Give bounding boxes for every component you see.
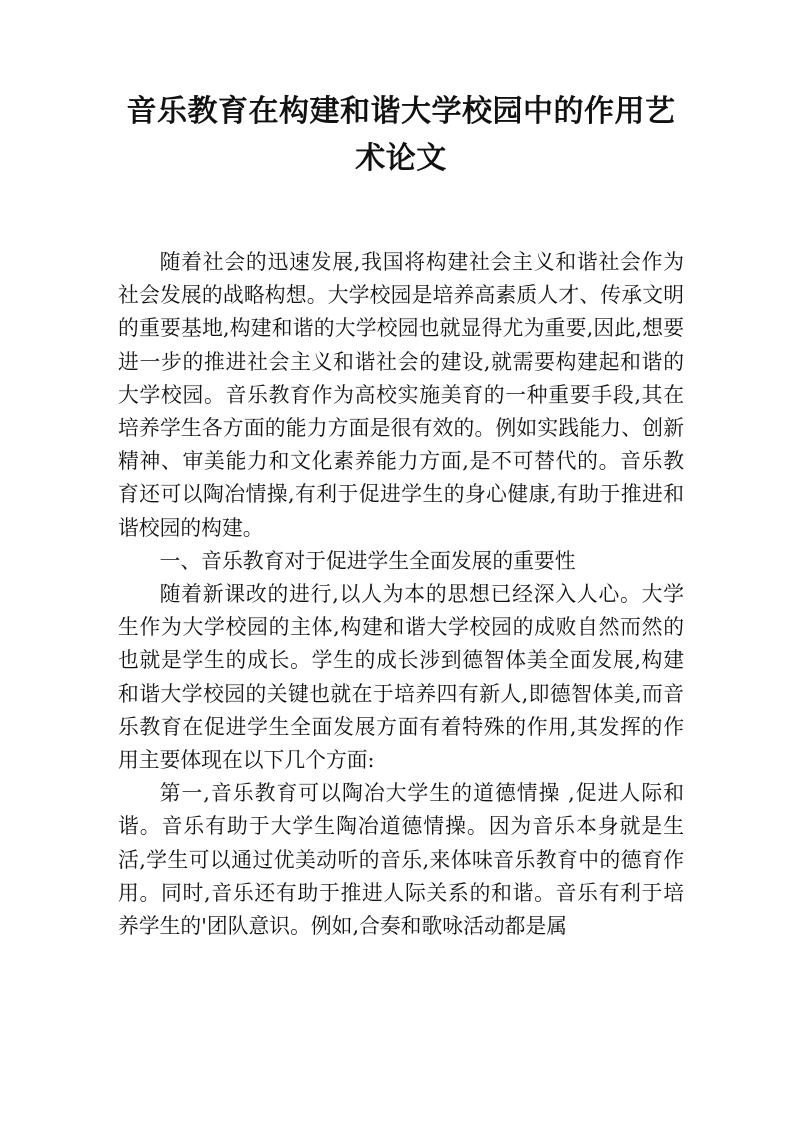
- section-heading: 一、音乐教育对于促进学生全面发展的重要性: [159, 548, 576, 573]
- paragraph-section-intro: 随着新课改的进行,以人为本的思想已经深入人心。大学生作为大学校园的主体,构建和谐大学校园的成败自然而然的也就是学生的成长。学生的成长涉到德智体美全面发展,构建和谐大学校园的关键也就在于培养四有新人,即德智体美,而音乐教育在促进学生全面发展方面有着特殊的作用,其发挥的作用主要体现在以下几个方面:: [118, 582, 684, 773]
- paragraph-point-one: 第一,音乐教育可以陶冶大学生的道德情操 ,促进人际和谐。音乐有助于大学生陶冶道德情操。因为音乐本身就是生活,学生可以通过优美动听的音乐,来体味音乐教育中的德育作用。同时,音乐还有助于推进人际关系的和谐。音乐有利于培养学生的'团队意识。例如,合奏和歌咏活动都是属: [118, 781, 684, 939]
- paragraph-intro: 随着社会的迅速发展,我国将构建社会主义和谐社会作为社会发展的战略构想。大学校园是培养高素质人才、传承文明的重要基地,构建和谐的大学校园也就显得尤为重要,因此,想要进一步的推进社会主义和谐社会的建设,就需要构建起和谐的大学校园。音乐教育作为高校实施美育的一种重要手段,其在培养学生各方面的能力方面是很有效的。例如实践能力、创新精神、审美能力和文化素养能力方面,是不可替代的。音乐教育还可以陶冶情操,有利于促进学生的身心健康,有助于推进和谐校园的构建。: [118, 250, 684, 540]
- document-body: [118, 246, 684, 943]
- document-title: 音乐教育在构建和谐大学校园中的作用艺术论文: [126, 94, 676, 176]
